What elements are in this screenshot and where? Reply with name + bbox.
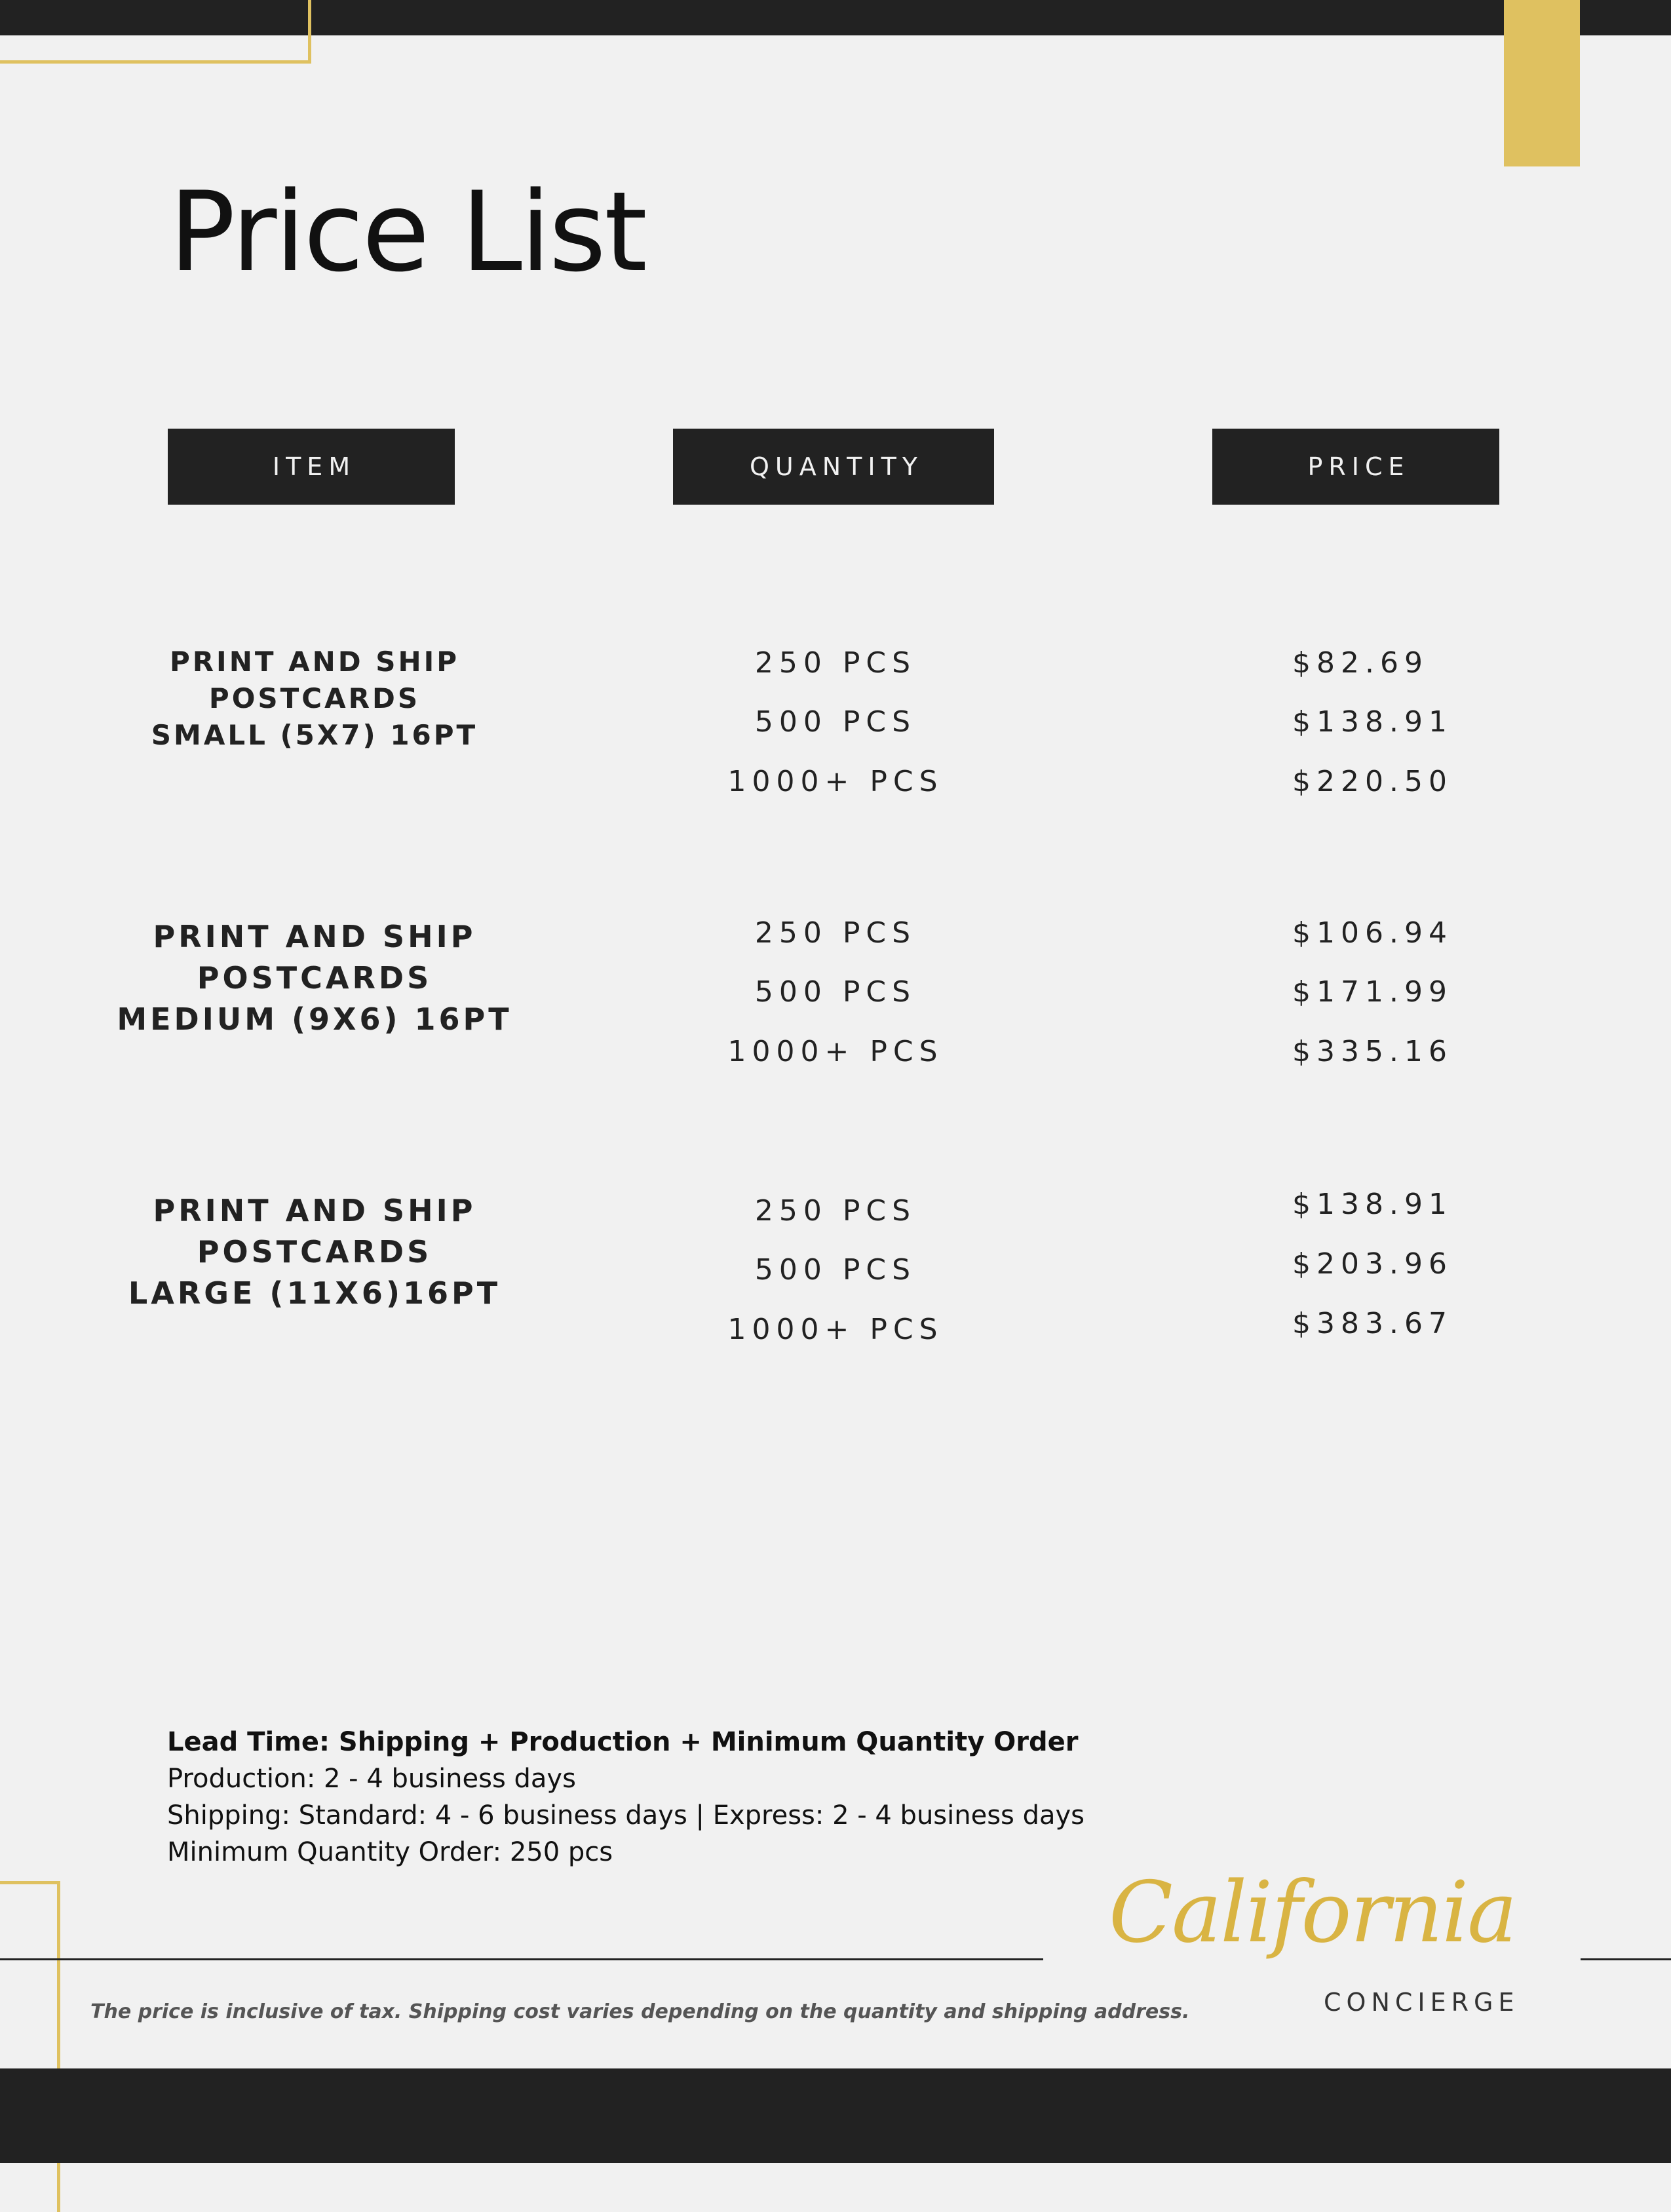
production-time: Production: 2 - 4 business days [167,1764,576,1794]
quantity-cell: 500 PCS [754,1253,917,1287]
item-name-line: PRINT AND SHIP [169,646,460,678]
item-name-line: MEDIUM (9X6) 16PT [117,1001,512,1037]
quantity-cell: 250 PCS [754,916,917,950]
page-title: Price List [169,168,645,296]
quantity-cell: 1000+ PCS [727,765,944,798]
column-header-price: PRICE [1212,429,1499,505]
lead-time-block [167,1724,1085,1871]
price-cell: $220.50 [1292,765,1453,798]
quantity-cell: 500 PCS [754,705,917,739]
item-name-line: SMALL (5X7) 16PT [151,719,478,751]
price-cell: $335.16 [1292,1035,1453,1068]
footer-divider-right [1581,1958,1671,1960]
quantity-cell: 250 PCS [754,646,917,680]
column-header-quantity: QUANTITY [673,429,994,505]
item-name-line: POSTCARDS [197,960,432,996]
price-cell: $383.67 [1292,1307,1453,1340]
price-cell: $106.94 [1292,916,1453,950]
quantity-cell: 500 PCS [754,975,917,1009]
item-name-large [111,1190,518,1314]
item-name-line: PRINT AND SHIP [153,919,476,954]
gold-corner-frame-top [0,0,311,64]
item-name-line: POSTCARDS [197,1234,432,1270]
logo-subtitle: CONCIERGE [1324,1988,1520,2017]
footer-note: The price is inclusive of tax. Shipping cost varies depending on the quantity and shipping address. [90,2000,1190,2023]
price-cell: $82.69 [1292,646,1429,680]
footer-divider-left [0,1958,1043,1960]
item-name-medium [111,916,518,1040]
california-concierge-logo [1109,1864,1528,2022]
price-cell: $138.91 [1292,705,1453,739]
item-name-line: PRINT AND SHIP [153,1193,476,1228]
item-name-line: LARGE (11X6)16PT [128,1275,501,1311]
price-cell: $171.99 [1292,975,1453,1009]
item-name-small [131,644,498,754]
bottom-band [0,2068,1671,2163]
price-cell: $203.96 [1292,1247,1453,1281]
minimum-order: Minimum Quantity Order: 250 pcs [167,1837,613,1867]
lead-time-title: Lead Time: Shipping + Production + Minimum Quantity Order [167,1727,1079,1757]
quantity-cell: 1000+ PCS [727,1313,944,1346]
gold-accent-tab [1504,0,1580,166]
logo-script-text: California [1109,1864,1516,1962]
quantity-cell: 1000+ PCS [727,1035,944,1068]
shipping-time: Shipping: Standard: 4 - 6 business days | Express: 2 - 4 business days [167,1800,1085,1831]
quantity-cell: 250 PCS [754,1194,917,1228]
column-header-item: ITEM [168,429,455,505]
item-name-line: POSTCARDS [208,682,421,714]
price-cell: $138.91 [1292,1188,1453,1221]
